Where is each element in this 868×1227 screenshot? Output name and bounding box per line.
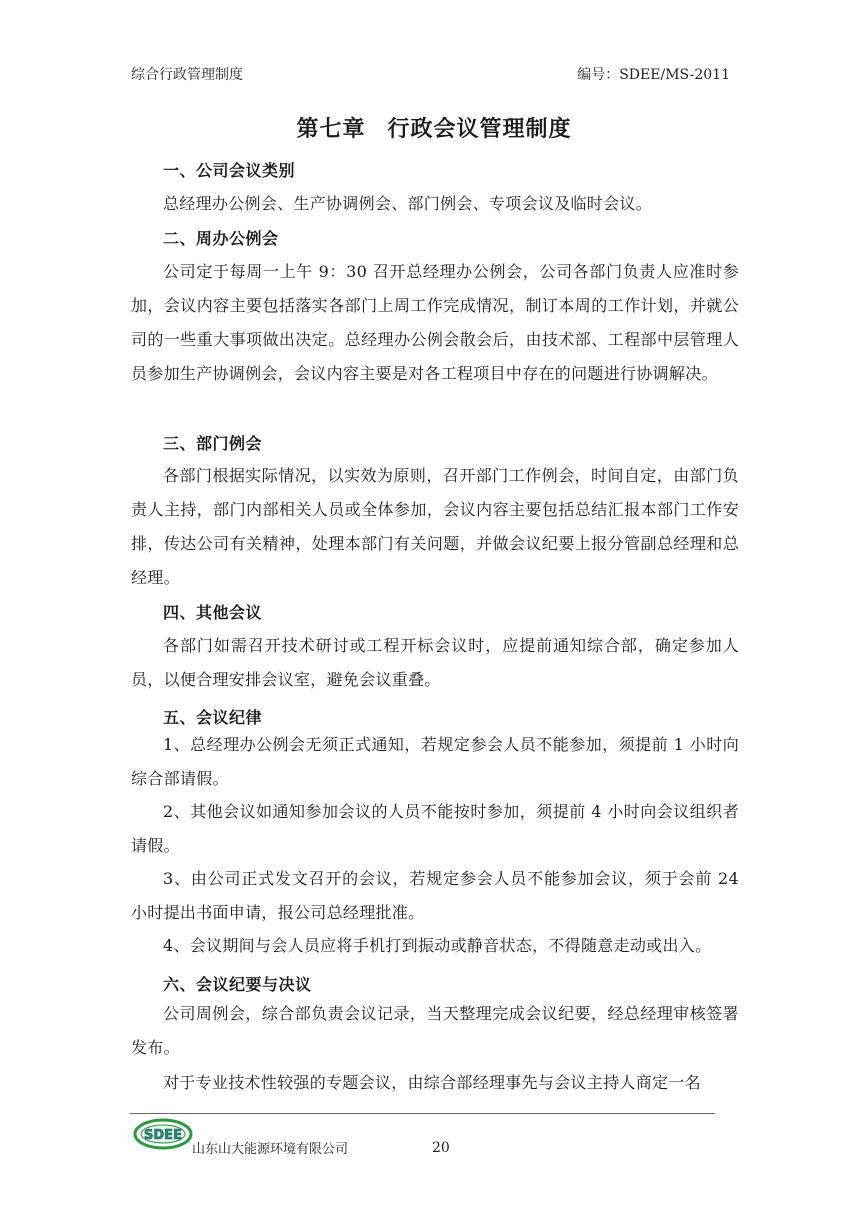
section-heading: 一、公司会议类别 [163,161,296,180]
company-logo [133,1118,193,1150]
chapter-title [0,112,868,143]
paragraph: 总经理办公例会、生产协调例会、部门例会、专项会议及临时会议。 [163,194,653,213]
paragraph: 各部门如需召开技术研讨或工程开标会议时，应提前通知综合部，确定参加人员，以便合理安排会议室，避免会议重叠。 [131,636,739,689]
page-header-left: 综合行政管理制度 [131,67,243,83]
footer-company: 山东山大能源环境有限公司 [192,1142,349,1157]
section-heading: 六、会议纪要与决议 [163,975,312,994]
paragraph: 对于专业技术性较强的专题会议，由综合部经理事先与会议主持人商定一名 [163,1073,701,1092]
logo-text: SDEE [144,1128,182,1143]
section-heading: 四、其他会议 [163,603,263,622]
page-header-right: 编号：SDEE/MS-2011 [577,67,730,83]
chapter-name: 行政会议管理制度 [387,117,572,142]
paragraph: 各部门根据实际情况，以实效为原则，召开部门工作例会，时间自定，由部门负责人主持，部门内部相关人员或全体参加，会议内容主要包括总结汇报本部门工作安排，传达公司有关精神，处理本部门有关问题，并做会议纪要上报分管副总经理和总经理。 [131,466,739,587]
chapter-number: 第七章 [296,117,366,142]
paragraph: 2、其他会议如通知参加会议的人员不能按时参加，须提前 4 小时向会议组织者请假。 [131,802,739,855]
paragraph: 3、由公司正式发文召开的会议，若规定参会人员不能参加会议，须于会前 24 小时提出书面申请，报公司总经理批准。 [131,869,739,922]
section-heading: 二、周办公例会 [163,229,279,248]
paragraph: 1、总经理办公例会无须正式通知，若规定参会人员不能参加，须提前 1 小时向综合部请假。 [131,735,739,788]
page-number: 20 [432,1140,450,1156]
paragraph: 公司周例会，综合部负责会议记录，当天整理完成会议纪要，经总经理审核签署发布。 [131,1004,739,1057]
section-heading: 三、部门例会 [163,434,263,453]
section-heading: 五、会议纪律 [163,708,263,727]
footer-rule [130,1113,715,1114]
paragraph: 公司定于每周一上午 9：30 召开总经理办公例会，公司各部门负责人应准时参加，会议内容主要包括落实各部门上周工作完成情况，制订本周的工作计划，并就公司的一些重大事项做出决定。总经理办公例会散会后，由技术部、工程部中层管理人员参加生产协调例会，会议内容主要是对各工程项目中存在的问题进行协调解决。 [131,262,739,383]
paragraph: 4、会议期间与会人员应将手机打到振动或静音状态，不得随意走动或出入。 [163,936,712,955]
